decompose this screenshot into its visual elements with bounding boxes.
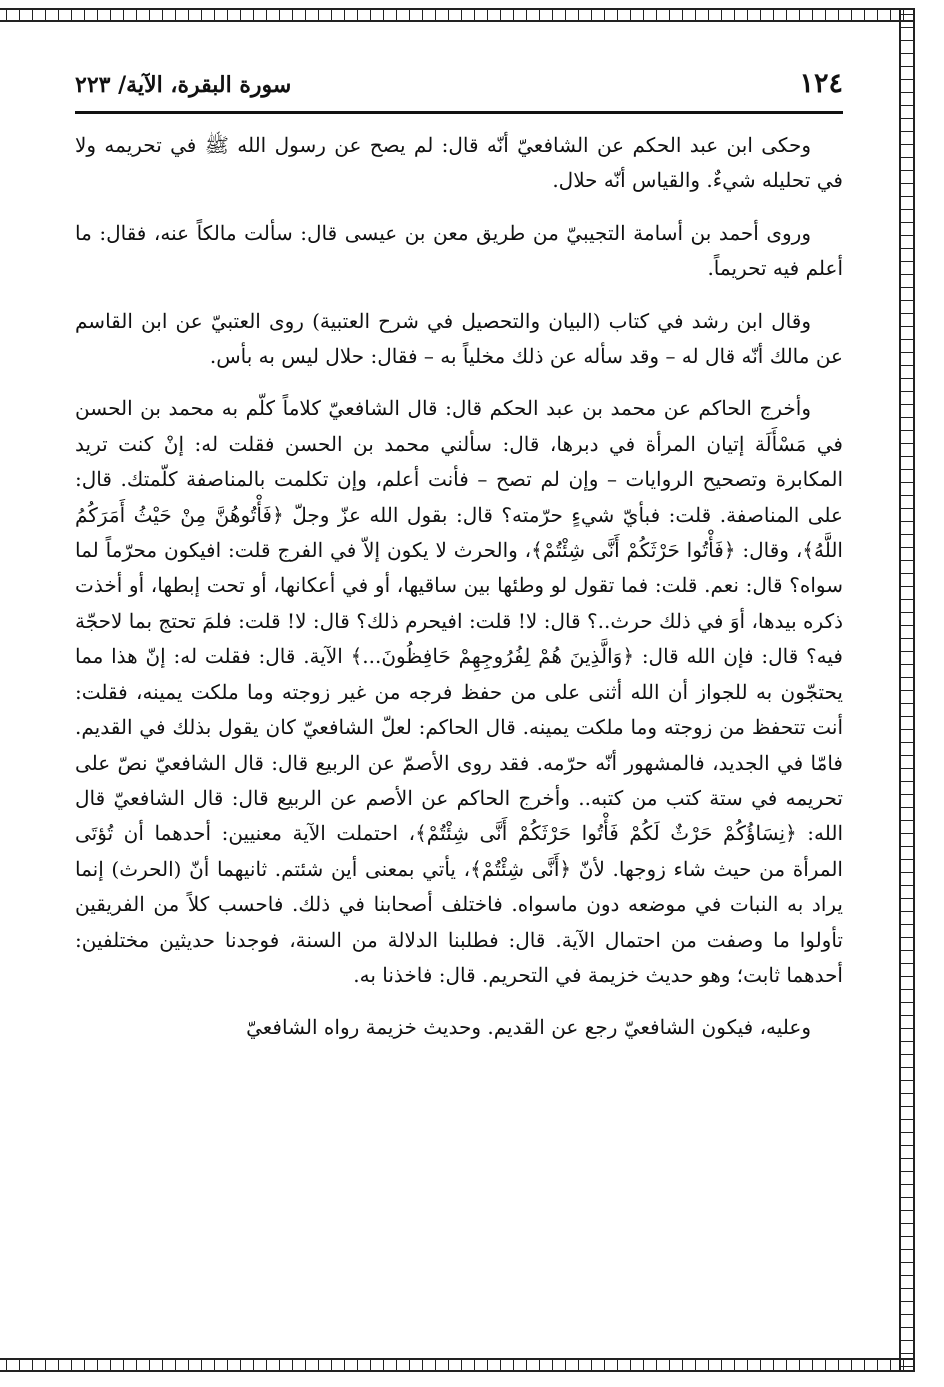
decorative-border-right [899, 8, 915, 1372]
paragraph: وحكى ابن عبد الحكم عن الشافعيّ أنّه قال: لم يصح عن رسول الله ﷺ في تحريمه ولا في تحليله شيءٌ. والقياس أنّه حلال. [75, 133, 843, 193]
paragraph: وقال ابن رشد في كتاب (البيان والتحصيل في شرح العتبية) روى العتبيّ عن ابن القاسم عن مالك أنّه قال له – وقد سأله عن ذلك مخلياً به – فقال: حلال ليس به بأس. [75, 308, 843, 369]
paragraph: وأخرج الحاكم عن محمد بن عبد الحكم قال: قال الشافعيّ كلاماً كلّم به محمد بن الحسن في مَسْأَلَة إتيان المرأة في دبرها، قال: سألني محمد بن الحسن فقلت له: إنْ كنت تريد المكابرة وتصحيح الروايات – وإن لم تصح – فأنت أعلم، وإن تكلمت بالمناصفة كلّمتك. قال: على المناصفة. قلت: فبأيّ شيءٍ حرّمته؟ قال: بقول الله عزّ وجلّ ﴿فَأْتُوهُنَّ مِنْ حَيْثُ أَمَرَكُمُ اللَّهُ﴾، وقال: ﴿فَأْتُوا حَرْثَكُمْ أَنَّى شِئْتُمْ﴾، والحرث لا يكون إلاّ في الفرج قلت: افيكون محرّماً لما سواه؟ قال: نعم. قلت: فما تقول لو وطئها بين ساقيها، أو في أعكانها، أو تحت إبطها، أو أخذت ذكره بيدها، أوَ في ذلك حرث..؟ قال: لا! قلت: افيحرم ذلك؟ قال: لا! قلت: فلمَ تحتج بما لاحجّة فيه؟ قال: فإن الله قال: ﴿وَالَّذِينَ هُمْ لِفُرُوجِهِمْ حَافِظُونَ...﴾ الآية. قال: فقلت له: إنّ هذا مما يحتجّون به للجواز أن الله أثنى على من حفظ فرجه من غير زوجته وما ملكت يمينه، فقلت: أنت تتحفظ من زوجته وما ملكت يمينه. قال الحاكم: لعلّ الشافعيّ كان يقول بذلك في القديم. فامّا في الجديد، فالمشهور أنّه حرّمه. فقد روى الأصمّ عن الربيع قال: قال الشافعيّ نصّ على تحريمه في ستة كتب من كتبه.. وأخرج الحاكم عن الأصم عن الربيع قال: قال الشافعيّ قال الله: ﴿نِسَاؤُكُمْ حَرْثٌ لَكُمْ فَأْتُوا حَرْثَكُمْ أَنَّى شِئْتُمْ﴾، احتملت الآية معنيين: أحدهما أن تُؤتَى المرأة من حيث شاء زوجها. لأنّ ﴿أَنَّى شِئْتُمْ﴾، يأتي بمعنى أين شئتم. ثانيهما أنّ (الحرث) إنما يراد به النبات في موضعه دون ماسواه. فاختلف أصحابنا في ذلك. فاحسب كلاً من الفريقين تأولوا ما وصفت من احتمال الآية. قال: فطلبنا الدلالة من السنة، فوجدنا حديثين مختلفين: أحدهما ثابت؛ وهو حديث خزيمة في التحريم. قال: فاخذنا به. [75, 396, 843, 987]
paragraph: وعليه، فيكون الشافعيّ رجع عن القديم. وحديث خزيمة رواه الشافعيّ [246, 1015, 811, 1040]
page-header [75, 66, 843, 106]
page-number: ١٢٤ [799, 68, 843, 99]
paragraph: وروى أحمد بن أسامة التجيبيّ من طريق معن بن عيسى قال: سألت مالكاً عنه، فقال: ما أعلم فيه تحريماً. [75, 220, 843, 281]
decorative-border-bottom [0, 1358, 915, 1372]
header-divider [75, 111, 843, 114]
running-title: سورة البقرة، الآية/ ٢٢٣ [75, 72, 292, 98]
decorative-border-top [0, 8, 915, 22]
page-body [75, 128, 843, 1046]
